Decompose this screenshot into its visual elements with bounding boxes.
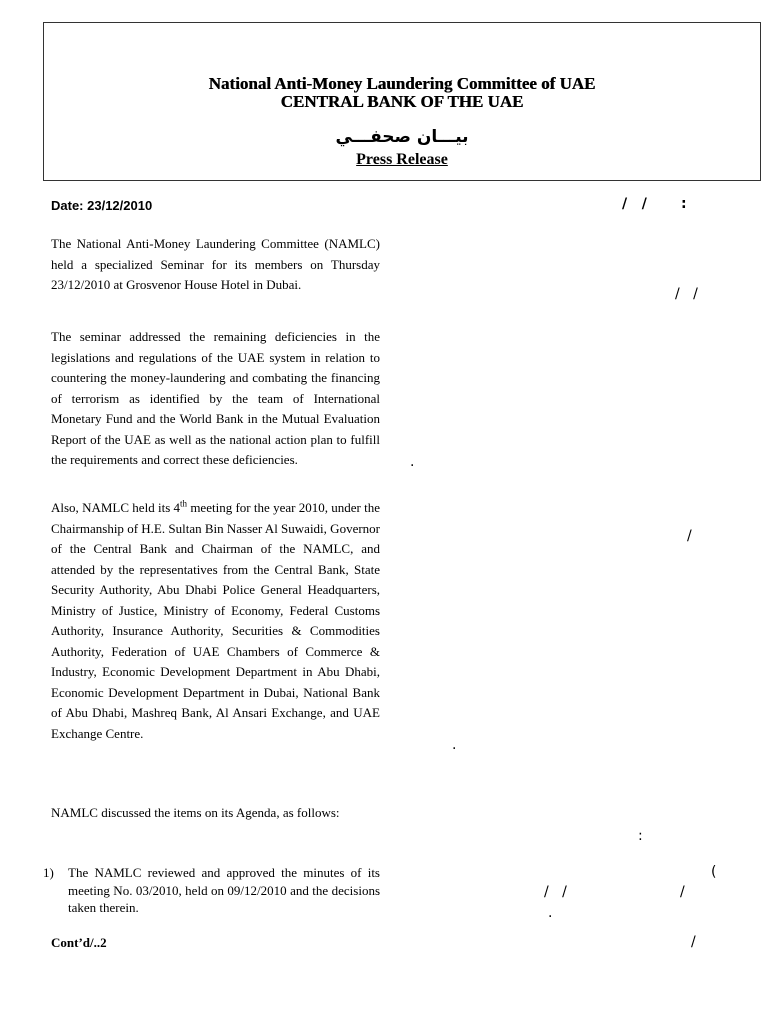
arabic-item-paren: ( bbox=[711, 864, 717, 880]
arabic-p1-glyphs: / / bbox=[675, 286, 698, 302]
agenda-item-text: The NAMLC reviewed and approved the minutes of its meeting No. 03/2010, held on 09/12/2010 and the decisions taken therein. bbox=[68, 865, 380, 915]
arabic-item-date: / / bbox=[544, 884, 567, 900]
arabic-contd-glyphs: / bbox=[691, 934, 696, 950]
meeting-text-start: Also, NAMLC held its 4 bbox=[51, 500, 181, 515]
arabic-item-dot: . bbox=[548, 905, 553, 921]
ordinal-suffix: th bbox=[180, 498, 188, 509]
arabic-press-release-title: بيـــان صحفـــي bbox=[335, 127, 469, 147]
agenda-item-number: 1) bbox=[43, 865, 54, 880]
meeting-text-rest: meeting for the year 2010, under the Chairmanship of H.E. Sultan Bin Nasser Al Suwaidi, Governor of the Central Bank and Chairman of the NAMLC, and attended by the representatives from the Central Bank, State Security Authority, Abu Dhabi Police General Headquarters, Ministry of Justice, Ministry of Economy, Federal Customs Authority, Insurance Authority, Securities & Commodities Authority, Federation of UAE Chambers of Commerce & Industry, Economic Development Department in Abu Dhabi, Economic Development Department in Dubai, National Bank of Abu Dhabi, Mashreq Bank, Al Ansari Exchange, and UAE Exchange Centre. bbox=[51, 500, 381, 741]
arabic-p4-glyphs: : bbox=[638, 828, 643, 844]
continued-label: Cont’d/..2 bbox=[51, 935, 107, 950]
agenda-item bbox=[43, 864, 380, 917]
arabic-date-glyphs: / / : bbox=[622, 196, 687, 212]
committee-title: National Anti-Money Laundering Committee of UAE bbox=[208, 74, 596, 93]
press-release-title: Press Release bbox=[356, 151, 448, 168]
arabic-item-slash: / bbox=[680, 884, 685, 900]
bank-title: CENTRAL BANK OF THE UAE bbox=[280, 92, 524, 111]
paragraph-seminar: The National Anti-Money Laundering Committee (NAMLC) held a specialized Seminar for its members on Thursday 23/12/2010 at Grosvenor House Hotel in Dubai. bbox=[51, 236, 380, 292]
header-box bbox=[43, 22, 761, 181]
paragraph-meeting bbox=[51, 498, 380, 744]
arabic-p2-glyphs: . bbox=[410, 454, 415, 470]
arabic-p3-dot: . bbox=[452, 737, 457, 753]
paragraph-agenda-intro: NAMLC discussed the items on its Agenda, as follows: bbox=[51, 805, 340, 820]
paragraph-deficiencies: The seminar addressed the remaining deficiencies in the legislations and regulations of the UAE system in relation to countering the money-laundering and combating the financing of terrorism as identified by the team of International Monetary Fund and the World Bank in the Mutual Evaluation Report of the UAE as well as the national action plan to fulfill the requirements and correct these deficiencies. bbox=[51, 329, 380, 467]
date-line: Date: 23/12/2010 bbox=[51, 198, 153, 213]
arabic-p3-slash: / bbox=[687, 528, 692, 544]
